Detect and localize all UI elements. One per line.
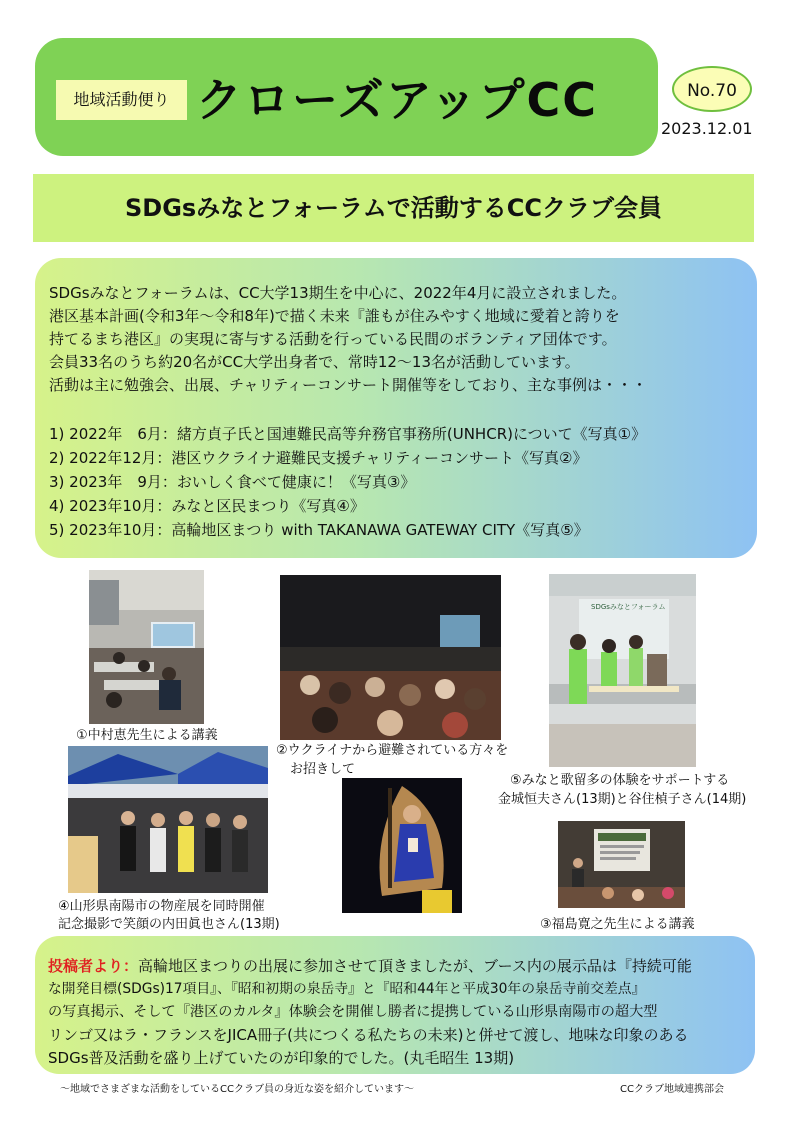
event-item: 4) 2023年10月：みなと区民まつり《写真④》 — [49, 497, 365, 515]
photo-caption: ⑤みなと歌留多の体験をサポートする — [510, 773, 730, 788]
photo-caption: ④山形県南陽市の物産展を同時開催 — [58, 899, 265, 914]
intro-line: 活動は主に勉強会、出展、チャリティーコンサート開催等をしており、主な事例は・・・ — [49, 376, 648, 394]
photo-caption: ③福島寛之先生による講義 — [540, 917, 695, 932]
footer-organization: CCクラブ地域連携部会 — [620, 1084, 724, 1095]
intro-line: 港区基本計画(令和3年〜令和8年)で描く未来『誰もが住みやすく地域に愛着と誇りを — [49, 307, 620, 325]
event-item: 1) 2022年 6月：緒方貞子氏と国連難民高等弁務官事務所(UNHCR)について《写真①》 — [49, 425, 647, 443]
contributor-line: な開発目標(SDGs)17項目』、『昭和初期の泉岳寺』と『昭和44年と平成30年の泉岳寺前交差点』 — [48, 981, 646, 997]
event-item: 3) 2023年 9月：おいしく食べて健康に！《写真③》 — [49, 473, 416, 491]
page-title: クローズアップCC — [196, 73, 598, 127]
intro-line: SDGsみなとフォーラムは、CC大学13期生を中心に、2022年4月に設立されました。 — [49, 284, 627, 302]
contributor-line: 投稿者より：高輪地区まつりの出展に参加させて頂きましたが、ブース内の展示品は『持続可能 — [48, 957, 692, 975]
photo-caption: 金城恒夫さん(13期)と谷住楨子さん(14期) — [498, 792, 747, 807]
photo-lecture-nakamura — [89, 570, 204, 724]
photo-caption: 記念撮影で笑顔の内田眞也さん(13期) — [58, 917, 280, 932]
event-item: 2) 2022年12月：港区ウクライナ避難民支援チャリティーコンサート《写真②》 — [49, 449, 588, 467]
photo-caption: お招きして — [290, 762, 356, 777]
contributor-line: の写真掲示、そして『港区のカルタ』体験会を開催し勝者に提携している山形県南陽市の超大型 — [48, 1004, 658, 1020]
event-item: 5) 2023年10月：高輪地区まつり with TAKANAWA GATEWAY CITY《写真⑤》 — [49, 521, 589, 539]
contributor-text — [48, 955, 748, 1070]
intro-text — [49, 282, 749, 397]
issue-date: 2023.12.01 — [661, 119, 753, 138]
event-list — [49, 422, 749, 542]
headline-banner: SDGsみなとフォーラムで活動するCCクラブ会員 — [33, 174, 754, 242]
intro-line: 会員33名のうち約20名がCC大学出身者で、常時12〜13名が活動しています。 — [49, 353, 580, 371]
photo-lecture-fukushima — [558, 821, 685, 908]
photo-charity-concert — [280, 575, 501, 740]
photo-caption: ①中村恵先生による講義 — [76, 728, 218, 743]
photo-kumin-festival — [68, 746, 268, 893]
intro-line: 持てるまち港区』の実現に寄与する活動を行っている民間のボランティア団体です。 — [49, 330, 617, 348]
photo-bandura-performer — [342, 778, 462, 913]
photo-caption: ②ウクライナから避難されている方々を — [276, 743, 509, 758]
booth-sign: SDGsみなとフォーラム — [591, 603, 666, 611]
footer-tagline: 〜地域でさまざまな活動をしているCCクラブ員の身近な姿を紹介しています〜 — [60, 1084, 414, 1095]
series-label: 地域活動便り — [56, 80, 187, 120]
issue-number-badge: No.70 — [672, 66, 752, 112]
contributor-line: リンゴ又はラ・フランスをJICA冊子(共につくる私たちの未来)と併せて渡し、地味な印象のある — [48, 1026, 689, 1044]
contributor-label: 投稿者より： — [48, 957, 139, 975]
contributor-line: SDGs普及活動を盛り上げていたのが印象的でした。(丸毛昭生 13期) — [48, 1049, 515, 1067]
